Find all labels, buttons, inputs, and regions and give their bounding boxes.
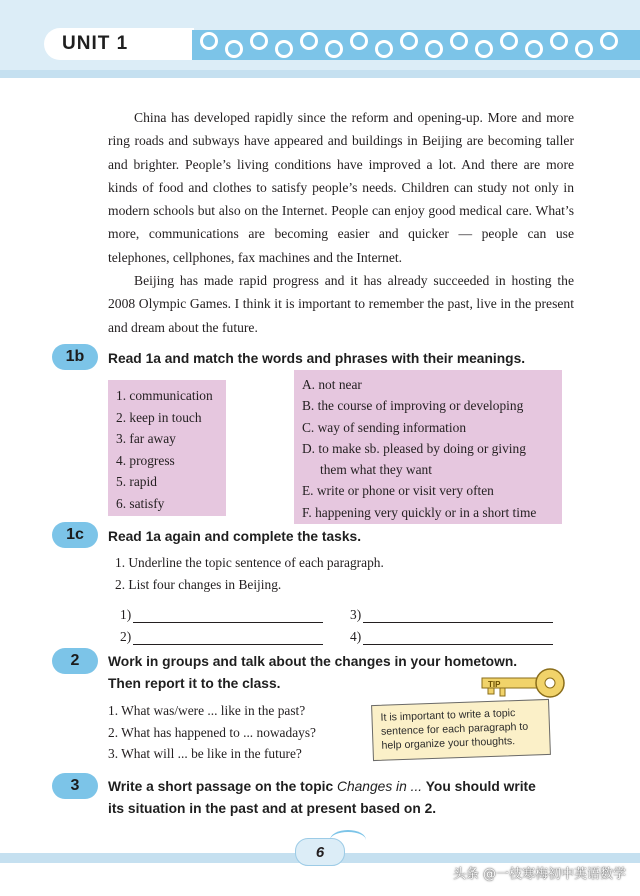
instruction-1c: Read 1a again and complete the tasks.	[108, 529, 362, 544]
meaning-item: E. write or phone or visit very often	[302, 483, 494, 499]
words-box	[108, 380, 226, 516]
ring-icon	[525, 40, 543, 58]
meaning-item: A. not near	[302, 377, 362, 392]
ring-icon	[425, 40, 443, 58]
key-label: TIP	[488, 680, 501, 689]
word-item: 4. progress	[116, 452, 175, 468]
blank-number: 3)	[350, 607, 362, 622]
ring-icon	[225, 40, 243, 58]
ring-icon	[475, 40, 493, 58]
ring-icon	[275, 40, 293, 58]
answer-blank[interactable]	[120, 603, 323, 623]
question-list	[108, 700, 316, 765]
ring-icon	[575, 40, 593, 58]
answer-blanks	[120, 603, 560, 647]
blank-number: 4)	[350, 629, 362, 644]
ring-icon	[600, 32, 618, 50]
word-item: 6. satisfy	[116, 495, 165, 511]
meaning-item: C. way of sending information	[302, 419, 467, 435]
ring-icon	[500, 32, 518, 50]
page-number: 6	[295, 838, 345, 866]
meaning-item: D. to make sb. pleased by doing or giving	[302, 440, 526, 456]
blank-number: 1)	[120, 607, 132, 622]
decorative-rings	[192, 30, 640, 60]
ring-icon	[375, 40, 393, 58]
question-item: 3. What will ... be like in the future?	[108, 746, 302, 761]
instruction-3-part2: You should write its situation in the past and at present based on 2.	[108, 779, 536, 816]
meanings-box	[294, 370, 562, 524]
instruction-2-line1: Work in groups and talk about the changes in your hometown.	[108, 654, 518, 669]
paragraph: Beijing has made rapid progress and it has already succeeded in hosting the 2008 Olympic Games. I think it is important to remember the past, live in the present and dream about the future.	[108, 273, 574, 335]
ring-icon	[200, 32, 218, 50]
ring-icon	[550, 32, 568, 50]
tip-note: It is important to write a topic sentence for each paragraph to help organize your thoughts.	[371, 699, 551, 761]
meaning-item-continued: them what they want	[320, 462, 432, 478]
blank-line[interactable]	[363, 608, 553, 623]
task-item: 1. Underline the topic sentence of each paragraph.	[115, 555, 384, 570]
ring-icon	[325, 40, 343, 58]
watermark: 头条 @一枝寒梅初中英语数学	[452, 867, 626, 882]
answer-blank[interactable]	[120, 625, 323, 645]
word-item: 5. rapid	[116, 474, 157, 489]
word-item: 3. far away	[116, 431, 176, 446]
ring-icon	[450, 32, 468, 50]
task-list-1c	[115, 552, 384, 595]
blank-line[interactable]	[133, 608, 323, 623]
blank-number: 2)	[120, 629, 132, 644]
question-item: 1. What was/were ... like in the past?	[108, 703, 306, 718]
task-item: 2. List four changes in Beijing.	[115, 576, 282, 592]
answer-blank[interactable]	[350, 625, 553, 645]
section-badge-2: 2	[52, 648, 98, 674]
ring-icon	[250, 32, 268, 50]
unit-title: UNIT 1	[62, 33, 129, 54]
meaning-item: B. the course of improving or developing	[302, 398, 524, 414]
ring-icon	[300, 32, 318, 50]
instruction-3-part1: Write a short passage on the topic	[108, 779, 337, 794]
ring-icon	[350, 32, 368, 50]
blank-line[interactable]	[133, 630, 323, 645]
instruction-2-line2: Then report it to the class.	[108, 676, 281, 691]
section-badge-3: 3	[52, 773, 98, 799]
ring-icon	[400, 32, 418, 50]
word-item: 2. keep in touch	[116, 409, 202, 425]
word-item: 1. communication	[116, 388, 213, 403]
blank-line[interactable]	[363, 630, 553, 645]
meaning-item: F. happening very quickly or in a short time	[302, 504, 537, 520]
instruction-1b: Read 1a and match the words and phrases with their meanings.	[108, 351, 526, 366]
instruction-3	[108, 776, 548, 820]
question-item: 2. What has happened to ... nowadays?	[108, 724, 316, 740]
answer-blank[interactable]	[350, 603, 553, 623]
section-badge-1c: 1c	[52, 522, 98, 548]
instruction-3-topic: Changes in ...	[336, 779, 423, 794]
reading-passage	[108, 106, 574, 339]
section-badge-1b: 1b	[52, 344, 98, 370]
paragraph: China has developed rapidly since the reform and opening-up. More and more ring roads and subways have appeared and buildings in Beijing are becoming taller and brighter. People’s living conditions have improved a lot. And there are more kinds of food and clothes to satisfy people’s needs. Children can study not only in modern schools but also on the Internet. People can enjoy good medical care. What’s more, communications are becoming easier and quicker — people can use telephones, cellphones, fax machines and the Internet.	[108, 110, 574, 265]
